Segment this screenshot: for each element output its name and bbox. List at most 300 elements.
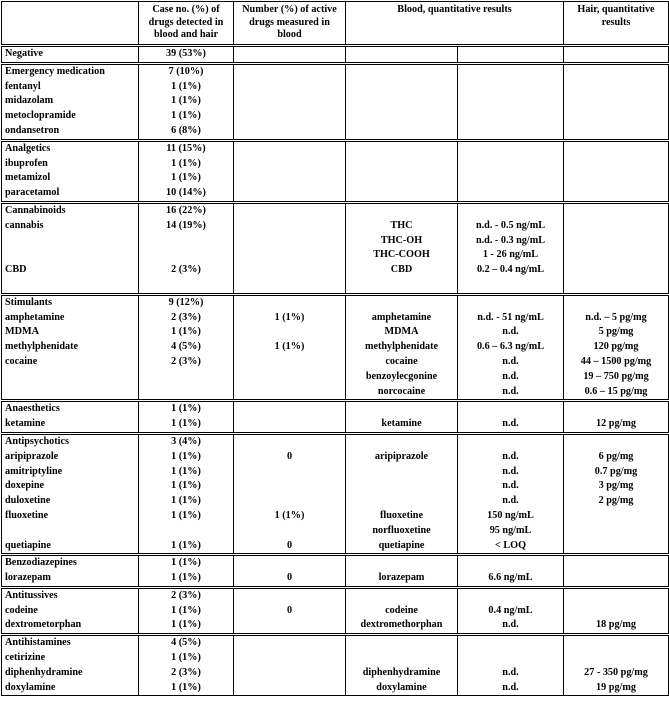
cell-case-no: 1 (1%): [139, 80, 234, 95]
cell-active: [234, 94, 346, 109]
cell-analyte: [346, 555, 458, 571]
cell-hair: [564, 234, 669, 249]
cell-active: [234, 109, 346, 124]
cell-blood-conc: n.d.: [458, 494, 564, 509]
cell-active: 1 (1%): [234, 311, 346, 326]
cell-drug: Antihistamines: [2, 635, 139, 651]
cell-drug: metoclopramide: [2, 109, 139, 124]
cell-blood-conc: [458, 94, 564, 109]
cell-hair: 6 pg/mg: [564, 450, 669, 465]
cell-analyte: [346, 94, 458, 109]
table-row: [2, 604, 669, 619]
table-row: [2, 494, 669, 509]
cell-active: 0: [234, 604, 346, 619]
cell-drug: Emergency medication: [2, 63, 139, 79]
cell-case-no: 4 (5%): [139, 635, 234, 651]
table-row: [2, 311, 669, 326]
cell-drug: quetiapine: [2, 539, 139, 555]
cell-analyte: [346, 186, 458, 202]
cell-drug: Stimulants: [2, 294, 139, 310]
cell-hair: [564, 46, 669, 64]
cell-blood-conc: [458, 278, 564, 294]
header-case-no: Case no. (%) of drugs detected in blood and hair: [139, 2, 234, 46]
group-header-row: [2, 46, 669, 64]
cell-analyte: [346, 278, 458, 294]
table-row: [2, 651, 669, 666]
cell-active: 1 (1%): [234, 340, 346, 355]
cell-hair: [564, 635, 669, 651]
cell-drug: cannabis: [2, 219, 139, 234]
cell-case-no: 6 (8%): [139, 124, 234, 140]
table-row: [2, 171, 669, 186]
group-header-row: [2, 587, 669, 603]
cell-active: [234, 587, 346, 603]
cell-blood-conc: 150 ng/mL: [458, 509, 564, 524]
cell-active: [234, 494, 346, 509]
cell-analyte: CBD: [346, 263, 458, 278]
cell-active: [234, 465, 346, 480]
cell-hair: 3 pg/mg: [564, 479, 669, 494]
cell-analyte: [346, 479, 458, 494]
cell-drug: aripiprazole: [2, 450, 139, 465]
table-row: [2, 94, 669, 109]
cell-hair: [564, 524, 669, 539]
cell-blood-conc: n.d.: [458, 465, 564, 480]
cell-active: [234, 401, 346, 417]
cell-active: [234, 618, 346, 634]
cell-case-no: 1 (1%): [139, 604, 234, 619]
cell-hair: [564, 509, 669, 524]
cell-hair: 12 pg/mg: [564, 417, 669, 433]
group-header-row: [2, 555, 669, 571]
cell-analyte: [346, 294, 458, 310]
drug-results-table: [1, 1, 669, 696]
cell-active: [234, 234, 346, 249]
cell-drug: Anaesthetics: [2, 401, 139, 417]
cell-active: [234, 479, 346, 494]
table-row: [2, 666, 669, 681]
table-row: [2, 681, 669, 696]
cell-drug: paracetamol: [2, 186, 139, 202]
cell-analyte: quetiapine: [346, 539, 458, 555]
cell-blood-conc: n.d.: [458, 325, 564, 340]
cell-drug: [2, 278, 139, 294]
cell-active: [234, 263, 346, 278]
table-row: [2, 370, 669, 385]
table-row: [2, 109, 669, 124]
cell-analyte: norcocaine: [346, 385, 458, 401]
cell-active: 0: [234, 539, 346, 555]
cell-analyte: cocaine: [346, 355, 458, 370]
cell-active: [234, 157, 346, 172]
cell-active: [234, 171, 346, 186]
cell-hair: 0.6 – 15 pg/mg: [564, 385, 669, 401]
cell-hair: [564, 109, 669, 124]
cell-blood-conc: < LOQ: [458, 539, 564, 555]
table-row: [2, 571, 669, 587]
cell-analyte: [346, 140, 458, 156]
cell-active: [234, 651, 346, 666]
cell-drug: Negative: [2, 46, 139, 64]
cell-case-no: 2 (3%): [139, 666, 234, 681]
cell-analyte: [346, 651, 458, 666]
table-row: [2, 248, 669, 263]
cell-hair: [564, 202, 669, 218]
cell-active: [234, 140, 346, 156]
cell-blood-conc: n.d.: [458, 370, 564, 385]
cell-analyte: [346, 202, 458, 218]
cell-blood-conc: n.d.: [458, 666, 564, 681]
cell-case-no: 1 (1%): [139, 171, 234, 186]
header-hair: Hair, quantitative results: [564, 2, 669, 46]
cell-active: [234, 370, 346, 385]
cell-drug: metamizol: [2, 171, 139, 186]
cell-analyte: ketamine: [346, 417, 458, 433]
cell-hair: [564, 124, 669, 140]
cell-drug: MDMA: [2, 325, 139, 340]
cell-analyte: [346, 80, 458, 95]
cell-analyte: THC-COOH: [346, 248, 458, 263]
cell-analyte: [346, 63, 458, 79]
table-row: [2, 340, 669, 355]
cell-drug: [2, 248, 139, 263]
cell-drug: ketamine: [2, 417, 139, 433]
cell-hair: [564, 140, 669, 156]
cell-case-no: 1 (1%): [139, 651, 234, 666]
table-row: [2, 417, 669, 433]
cell-blood-conc: n.d.: [458, 618, 564, 634]
cell-case-no: 1 (1%): [139, 401, 234, 417]
cell-blood-conc: n.d.: [458, 479, 564, 494]
cell-active: [234, 278, 346, 294]
cell-analyte: aripiprazole: [346, 450, 458, 465]
cell-blood-conc: 6.6 ng/mL: [458, 571, 564, 587]
cell-analyte: [346, 587, 458, 603]
cell-analyte: [346, 465, 458, 480]
cell-hair: 5 pg/mg: [564, 325, 669, 340]
header-blood: Blood, quantitative results: [346, 2, 564, 46]
cell-analyte: fluoxetine: [346, 509, 458, 524]
cell-active: [234, 666, 346, 681]
cell-active: 0: [234, 450, 346, 465]
cell-blood-conc: [458, 109, 564, 124]
cell-hair: [564, 587, 669, 603]
cell-case-no: [139, 234, 234, 249]
cell-hair: [564, 63, 669, 79]
group-header-row: [2, 202, 669, 218]
cell-drug: dextrometorphan: [2, 618, 139, 634]
cell-case-no: 1 (1%): [139, 417, 234, 433]
cell-analyte: norfluoxetine: [346, 524, 458, 539]
header-drug: [2, 2, 139, 46]
cell-drug: methylphenidate: [2, 340, 139, 355]
cell-blood-conc: [458, 140, 564, 156]
cell-blood-conc: 95 ng/mL: [458, 524, 564, 539]
cell-blood-conc: [458, 171, 564, 186]
cell-blood-conc: [458, 433, 564, 449]
cell-hair: [564, 278, 669, 294]
group-header-row: [2, 294, 669, 310]
cell-drug: doxylamine: [2, 681, 139, 696]
cell-drug: codeine: [2, 604, 139, 619]
cell-case-no: 1 (1%): [139, 157, 234, 172]
cell-case-no: 2 (3%): [139, 263, 234, 278]
cell-active: [234, 635, 346, 651]
table-row: [2, 186, 669, 202]
cell-analyte: THC-OH: [346, 234, 458, 249]
table-row: [2, 219, 669, 234]
cell-blood-conc: [458, 186, 564, 202]
table-row: [2, 234, 669, 249]
table-row: [2, 157, 669, 172]
cell-drug: midazolam: [2, 94, 139, 109]
cell-hair: 19 pg/mg: [564, 681, 669, 696]
cell-hair: [564, 263, 669, 278]
cell-hair: n.d. – 5 pg/mg: [564, 311, 669, 326]
cell-case-no: 4 (5%): [139, 340, 234, 355]
table-row: [2, 524, 669, 539]
cell-case-no: 1 (1%): [139, 555, 234, 571]
cell-analyte: [346, 109, 458, 124]
cell-blood-conc: [458, 294, 564, 310]
cell-case-no: 9 (12%): [139, 294, 234, 310]
cell-analyte: THC: [346, 219, 458, 234]
cell-case-no: 1 (1%): [139, 94, 234, 109]
cell-analyte: codeine: [346, 604, 458, 619]
cell-case-no: [139, 385, 234, 401]
cell-case-no: 1 (1%): [139, 325, 234, 340]
cell-drug: duloxetine: [2, 494, 139, 509]
cell-blood-conc: [458, 555, 564, 571]
cell-analyte: doxylamine: [346, 681, 458, 696]
table-row: [2, 325, 669, 340]
cell-hair: [564, 651, 669, 666]
cell-hair: [564, 294, 669, 310]
cell-analyte: [346, 157, 458, 172]
cell-hair: 19 – 750 pg/mg: [564, 370, 669, 385]
cell-active: [234, 355, 346, 370]
cell-case-no: 1 (1%): [139, 509, 234, 524]
cell-active: [234, 219, 346, 234]
cell-drug: CBD: [2, 263, 139, 278]
cell-case-no: 7 (10%): [139, 63, 234, 79]
cell-drug: ibuprofen: [2, 157, 139, 172]
cell-drug: fluoxetine: [2, 509, 139, 524]
table-row: [2, 479, 669, 494]
cell-analyte: lorazepam: [346, 571, 458, 587]
cell-case-no: 16 (22%): [139, 202, 234, 218]
cell-hair: 120 pg/mg: [564, 340, 669, 355]
group-header-row: [2, 140, 669, 156]
cell-active: [234, 63, 346, 79]
cell-blood-conc: n.d. - 0.5 ng/mL: [458, 219, 564, 234]
cell-case-no: [139, 524, 234, 539]
cell-active: [234, 186, 346, 202]
cell-drug: Antipsychotics: [2, 433, 139, 449]
cell-analyte: [346, 433, 458, 449]
cell-hair: 2 pg/mg: [564, 494, 669, 509]
cell-analyte: [346, 46, 458, 64]
cell-drug: [2, 385, 139, 401]
cell-analyte: [346, 494, 458, 509]
cell-drug: amitriptyline: [2, 465, 139, 480]
group-header-row: [2, 401, 669, 417]
group-header-row: [2, 433, 669, 449]
table-row: [2, 450, 669, 465]
cell-blood-conc: [458, 46, 564, 64]
cell-hair: [564, 539, 669, 555]
table-body: [2, 46, 669, 696]
table-row: [2, 278, 669, 294]
cell-active: [234, 417, 346, 433]
cell-active: [234, 385, 346, 401]
cell-drug: doxepine: [2, 479, 139, 494]
cell-case-no: 1 (1%): [139, 450, 234, 465]
cell-hair: [564, 555, 669, 571]
cell-case-no: 2 (3%): [139, 355, 234, 370]
table-row: [2, 539, 669, 555]
cell-blood-conc: n.d. - 51 ng/mL: [458, 311, 564, 326]
cell-blood-conc: [458, 635, 564, 651]
table-row: [2, 385, 669, 401]
cell-blood-conc: n.d.: [458, 450, 564, 465]
cell-blood-conc: n.d.: [458, 385, 564, 401]
cell-blood-conc: 1 - 26 ng/mL: [458, 248, 564, 263]
cell-blood-conc: 0.2 – 0.4 ng/mL: [458, 263, 564, 278]
cell-drug: Analgetics: [2, 140, 139, 156]
cell-hair: [564, 94, 669, 109]
cell-case-no: 10 (14%): [139, 186, 234, 202]
cell-blood-conc: [458, 401, 564, 417]
cell-active: [234, 124, 346, 140]
cell-drug: cetirizine: [2, 651, 139, 666]
cell-case-no: 1 (1%): [139, 618, 234, 634]
cell-active: [234, 433, 346, 449]
cell-active: [234, 681, 346, 696]
cell-case-no: 1 (1%): [139, 681, 234, 696]
cell-case-no: 1 (1%): [139, 494, 234, 509]
cell-hair: [564, 186, 669, 202]
cell-active: [234, 248, 346, 263]
cell-active: [234, 294, 346, 310]
table-row: [2, 465, 669, 480]
cell-blood-conc: [458, 63, 564, 79]
cell-case-no: 14 (19%): [139, 219, 234, 234]
cell-analyte: diphenhydramine: [346, 666, 458, 681]
cell-hair: [564, 171, 669, 186]
table-row: [2, 80, 669, 95]
cell-blood-conc: 0.4 ng/mL: [458, 604, 564, 619]
cell-case-no: 1 (1%): [139, 479, 234, 494]
cell-analyte: [346, 635, 458, 651]
cell-case-no: 1 (1%): [139, 571, 234, 587]
cell-case-no: 1 (1%): [139, 539, 234, 555]
cell-analyte: MDMA: [346, 325, 458, 340]
cell-hair: 44 – 1500 pg/mg: [564, 355, 669, 370]
cell-hair: 0.7 pg/mg: [564, 465, 669, 480]
cell-drug: [2, 234, 139, 249]
table-row: [2, 355, 669, 370]
cell-case-no: 2 (3%): [139, 311, 234, 326]
header-number-active: Number (%) of active drugs measured in blood: [234, 2, 346, 46]
cell-hair: [564, 401, 669, 417]
cell-hair: [564, 219, 669, 234]
cell-drug: fentanyl: [2, 80, 139, 95]
group-header-row: [2, 635, 669, 651]
cell-blood-conc: [458, 651, 564, 666]
table-row: [2, 618, 669, 634]
cell-drug: amphetamine: [2, 311, 139, 326]
table-row: [2, 509, 669, 524]
cell-analyte: [346, 171, 458, 186]
cell-active: [234, 555, 346, 571]
cell-analyte: [346, 124, 458, 140]
cell-active: [234, 80, 346, 95]
cell-drug: lorazepam: [2, 571, 139, 587]
cell-case-no: 11 (15%): [139, 140, 234, 156]
cell-drug: [2, 524, 139, 539]
cell-case-no: 2 (3%): [139, 587, 234, 603]
cell-case-no: 39 (53%): [139, 46, 234, 64]
cell-active: 1 (1%): [234, 509, 346, 524]
cell-analyte: benzoylecgonine: [346, 370, 458, 385]
cell-analyte: amphetamine: [346, 311, 458, 326]
cell-blood-conc: n.d.: [458, 681, 564, 696]
cell-analyte: dextromethorphan: [346, 618, 458, 634]
cell-drug: cocaine: [2, 355, 139, 370]
cell-blood-conc: [458, 157, 564, 172]
cell-case-no: 3 (4%): [139, 433, 234, 449]
cell-active: [234, 202, 346, 218]
cell-case-no: [139, 278, 234, 294]
cell-case-no: 1 (1%): [139, 109, 234, 124]
cell-hair: [564, 248, 669, 263]
cell-drug: ondansetron: [2, 124, 139, 140]
cell-blood-conc: n.d.: [458, 355, 564, 370]
cell-hair: [564, 433, 669, 449]
cell-drug: Benzodiazepines: [2, 555, 139, 571]
cell-analyte: [346, 401, 458, 417]
header-row: [2, 2, 669, 46]
cell-active: [234, 46, 346, 64]
cell-blood-conc: [458, 587, 564, 603]
cell-blood-conc: [458, 80, 564, 95]
cell-blood-conc: [458, 202, 564, 218]
cell-hair: 27 - 350 pg/mg: [564, 666, 669, 681]
cell-case-no: [139, 248, 234, 263]
cell-active: 0: [234, 571, 346, 587]
cell-blood-conc: n.d.: [458, 417, 564, 433]
cell-drug: Cannabinoids: [2, 202, 139, 218]
cell-case-no: 1 (1%): [139, 465, 234, 480]
group-header-row: [2, 63, 669, 79]
table-row: [2, 263, 669, 278]
cell-drug: [2, 370, 139, 385]
cell-active: [234, 325, 346, 340]
cell-blood-conc: 0.6 – 6.3 ng/mL: [458, 340, 564, 355]
cell-hair: 18 pg/mg: [564, 618, 669, 634]
cell-hair: [564, 157, 669, 172]
cell-hair: [564, 571, 669, 587]
cell-active: [234, 524, 346, 539]
cell-drug: Antitussives: [2, 587, 139, 603]
cell-blood-conc: [458, 124, 564, 140]
cell-case-no: [139, 370, 234, 385]
cell-blood-conc: n.d. - 0.3 ng/mL: [458, 234, 564, 249]
cell-analyte: methylphenidate: [346, 340, 458, 355]
cell-drug: diphenhydramine: [2, 666, 139, 681]
table-row: [2, 124, 669, 140]
